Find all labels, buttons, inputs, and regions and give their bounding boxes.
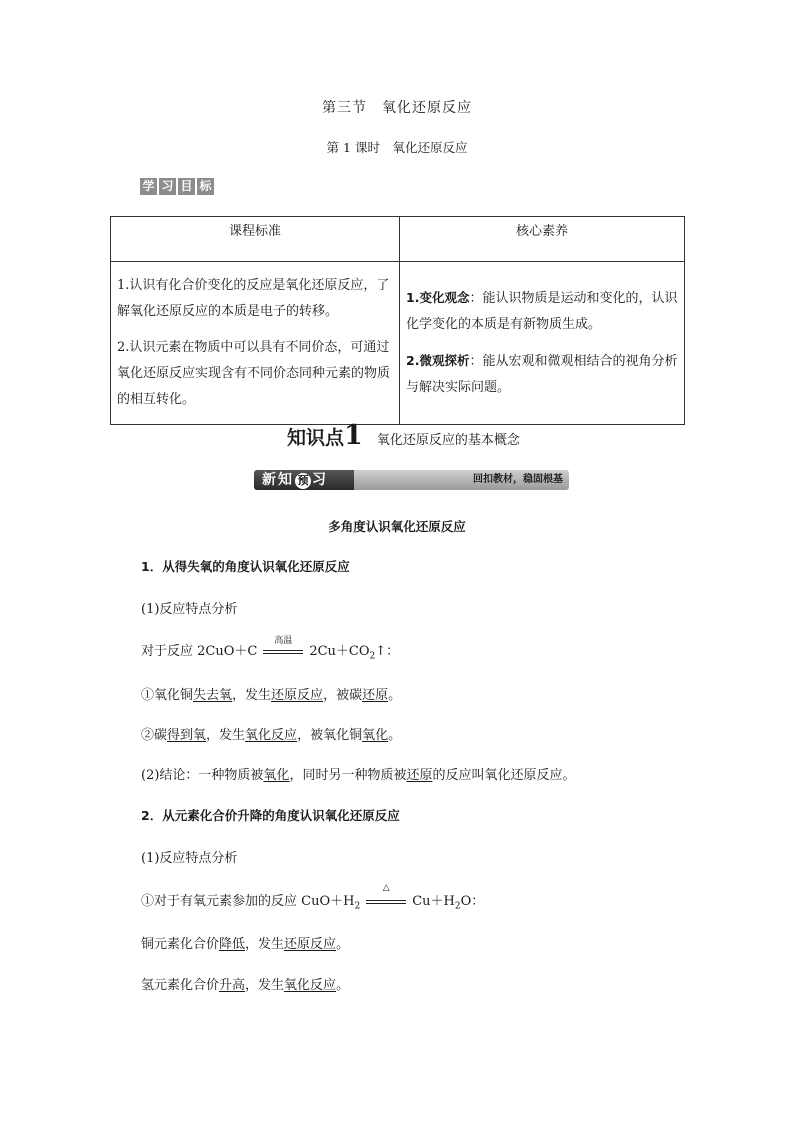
literacy-item: 1.变化观念：能认识物质是运动和变化的，认识化学变化的本质是有新物质生成。	[406, 290, 678, 332]
standard-item: 2.认识元素在物质中可以具有不同价态，可通过氧化还原反应实现含有不同价态同种元素的物质的相互转化。	[117, 340, 391, 407]
section-1-subtitle: (1)反应特点分析	[141, 602, 238, 617]
equation-2: ①对于有氧元素参加的反应 $CuO+H_2$ △ $Cu+H_2O$：	[141, 882, 485, 912]
goals-table	[110, 216, 685, 425]
standard-cell	[111, 262, 400, 425]
reaction-arrow: 高温	[261, 645, 305, 659]
section-2-subtitle: (1)反应特点分析	[141, 851, 238, 866]
badge-char: 目	[178, 178, 195, 195]
knowledge-point-label: 知识点	[287, 427, 345, 449]
point-line: ①氧化铜失去氧，发生还原反应，被碳还原。	[141, 688, 402, 703]
badge-char: 标	[197, 178, 214, 195]
knowledge-point-title: 氧化还原反应的基本概念	[376, 433, 520, 448]
section-1-title: 1．从得失氧的角度认识氧化还原反应	[141, 559, 350, 574]
section-heading: 多角度认识氧化还原反应	[328, 519, 466, 534]
lesson-subtitle: 第 1 课时 氧化还原反应	[326, 140, 468, 155]
preview-banner	[254, 470, 569, 490]
standard-item: 1.认识有化合价变化的反应是氧化还原反应，了解氧化还原反应的本质是电子的转移。	[117, 278, 390, 319]
banner-slogan: 回扣教材，稳固根基	[473, 474, 563, 485]
knowledge-point-heading	[287, 420, 520, 451]
point-line: 铜元素化合价降低，发生还原反应。	[141, 937, 350, 952]
badge-char: 学	[140, 178, 157, 195]
learning-goals-badge	[140, 178, 214, 196]
literacy-cell	[400, 262, 685, 425]
col-header-standard: 课程标准	[111, 217, 400, 262]
literacy-item: 2.微观探析：能从宏观和微观相结合的视角分析与解决实际问题。	[406, 353, 678, 395]
page-title: 第三节 氧化还原反应	[322, 100, 472, 116]
equation-1: 对于反应 2CuO＋C 高温 $2Cu+CO_2↑$：	[141, 635, 400, 662]
banner-label: 新知 预 习	[254, 470, 354, 490]
point-line: ②碳得到氧，发生氧化反应，被氧化铜氧化。	[141, 728, 402, 743]
section-2-title: 2．从元素化合价升降的角度认识氧化还原反应	[141, 808, 400, 823]
badge-char: 习	[159, 178, 176, 195]
knowledge-point-number: 1	[344, 420, 363, 451]
col-header-literacy: 核心素养	[400, 217, 685, 262]
conclusion-line: (2)结论：一种物质被氧化，同时另一种物质被还原的反应叫氧化还原反应。	[141, 768, 576, 783]
point-line: 氢元素化合价升高，发生氧化反应。	[141, 978, 350, 993]
reaction-arrow: △	[364, 895, 408, 909]
